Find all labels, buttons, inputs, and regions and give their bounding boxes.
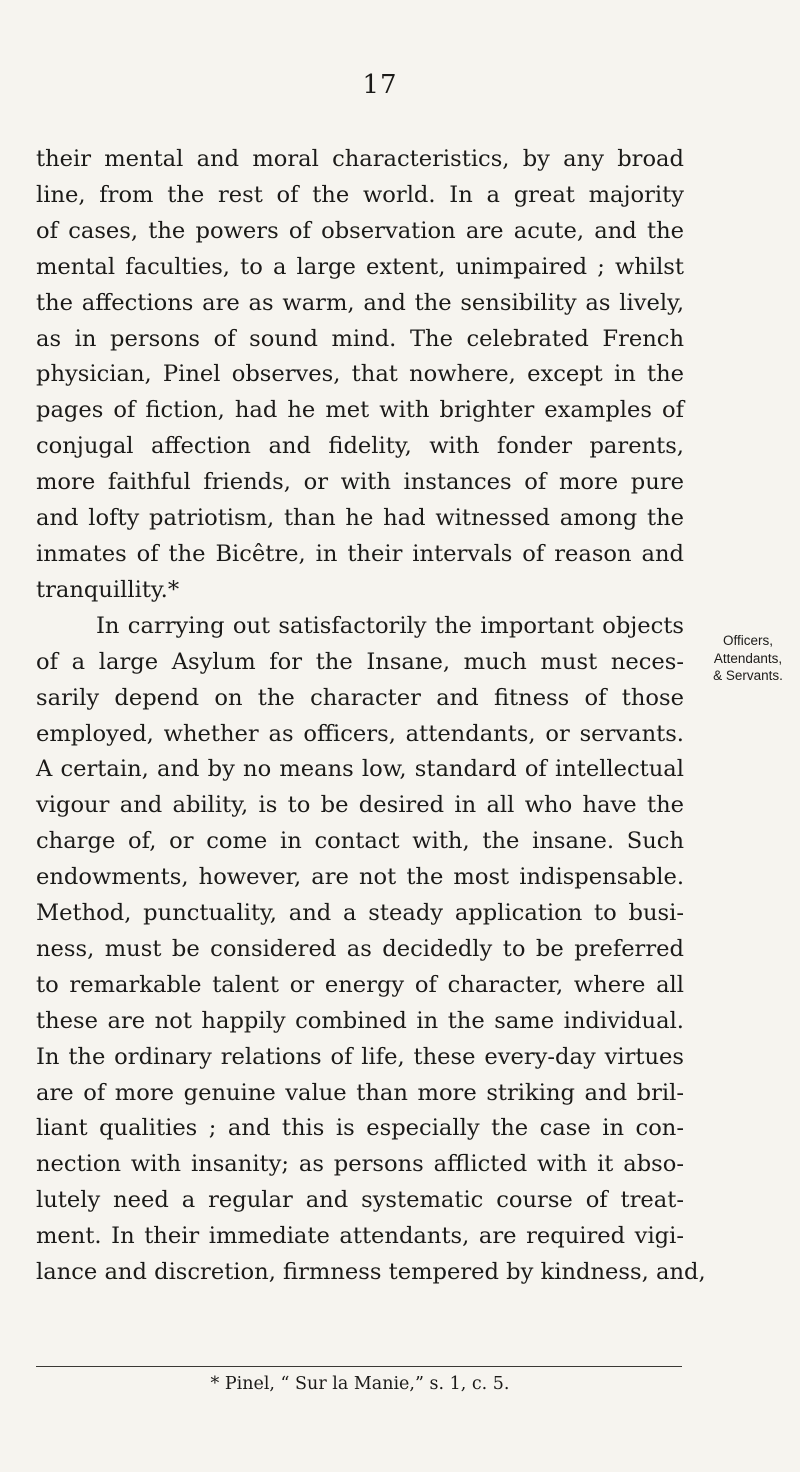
text-line: In carrying out satisfactorily the important objects [96, 612, 684, 639]
text-line: tranquillity.* [36, 576, 180, 603]
marginal-note-line: Officers, [722, 633, 773, 648]
text-line: ness, must be considered as decidedly to be preferred [36, 935, 684, 962]
text-line: these are not happily combined in the same individual. [36, 1007, 684, 1034]
text-line: mental faculties, to a large extent, unimpaired ; whilst [36, 253, 684, 280]
text-line: of a large Asylum for the Insane, much must neces- [36, 648, 684, 675]
text-line: employed, whether as officers, attendants, or servants. [36, 720, 684, 747]
marginal-note [698, 632, 798, 685]
page-number: 17 [362, 70, 398, 100]
text-line: ment. In their immediate attendants, are required vigi- [36, 1223, 684, 1250]
text-line: liant qualities ; and this is especially the case in con- [36, 1115, 684, 1142]
text-line: nection with insanity; as persons afflicted with it abso- [36, 1151, 684, 1178]
paragraph [36, 609, 706, 1291]
text-line: and lofty patriotism, than he had witnessed among the [36, 505, 684, 532]
text-line: to remarkable talent or energy of character, where all [36, 971, 684, 998]
text-line: are of more genuine value than more striking and bril- [36, 1079, 684, 1106]
text-line: endowments, however, are not the most indispensable. [36, 864, 684, 891]
text-line: charge of, or come in contact with, the insane. Such [36, 828, 684, 855]
text-line: their mental and moral characteristics, by any broad [36, 146, 684, 172]
text-line: In the ordinary relations of life, these every-day virtues [36, 1043, 684, 1070]
text-line: physician, Pinel observes, that nowhere, except in the [36, 361, 684, 388]
footnote: * Pinel, “ Sur la Manie,” s. 1, c. 5. [210, 1374, 510, 1394]
text-line: lance and discretion, firmness tempered by kindness, and, [36, 1259, 706, 1286]
text-line: A certain, and by no means low, standard of intellectual [36, 756, 684, 783]
text-line: of cases, the powers of observation are acute, and the [36, 217, 684, 244]
text-line: Method, punctuality, and a steady application to busi- [36, 900, 684, 927]
text-line: lutely need a regular and systematic course of treat- [36, 1187, 684, 1214]
text-line: pages of fiction, had he met with brighter examples of [36, 397, 684, 424]
footnote-divider [36, 1366, 682, 1367]
text-line: the affections are as warm, and the sensibility as lively, [36, 289, 684, 316]
text-line: as in persons of sound mind. The celebrated French [36, 325, 684, 352]
text-line: sarily depend on the character and fitness of those [36, 684, 684, 711]
text-line: conjugal affection and fidelity, with fonder parents, [36, 433, 684, 460]
text-line: vigour and ability, is to be desired in all who have the [36, 792, 684, 819]
text-line: line, from the rest of the world. In a great majority [36, 181, 684, 208]
text-line: inmates of the Bicêtre, in their intervals of reason and [36, 540, 684, 567]
marginal-note-line: Attendants, [713, 650, 783, 666]
marginal-note-line: & Servants. [713, 668, 783, 683]
paragraph [36, 142, 684, 609]
body-text [36, 142, 706, 1291]
text-line: more faithful friends, or with instances of more pure [36, 469, 684, 496]
